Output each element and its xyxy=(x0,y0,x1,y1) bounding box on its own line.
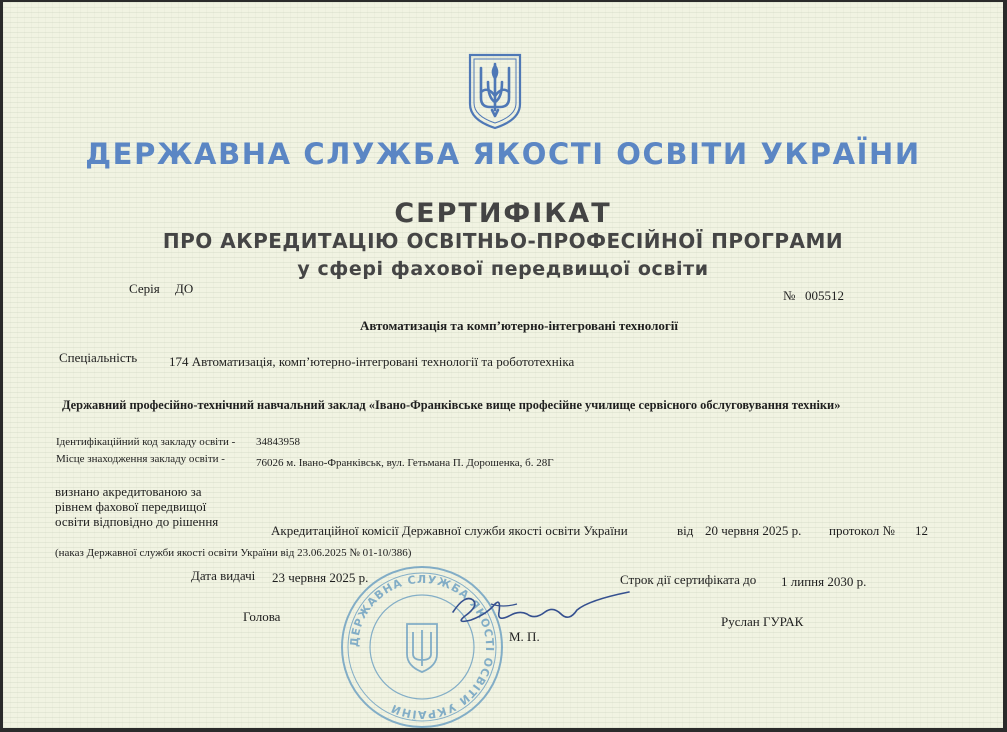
head-label: Голова xyxy=(243,609,281,624)
location-value: 76026 м. Івано-Франківськ, вул. Гетьмана П. Дорошенка, б. 28Г xyxy=(256,457,554,469)
certificate-subtitle-2: у сфері фахової передвищої освіти xyxy=(297,258,709,280)
specialty-value: 174 Автоматизація, комп’ютерно-інтегровані технології та робототехніка xyxy=(169,354,575,369)
certificate-sheet xyxy=(3,2,1003,728)
issue-date-value: 23 червня 2025 р. xyxy=(272,570,369,585)
location-label: Місце знаходження закладу освіти - xyxy=(56,453,225,465)
recognition-line-3: освіти відповідно до рішення xyxy=(55,514,219,529)
recognition-text xyxy=(55,484,218,529)
series-value: ДО xyxy=(175,281,194,296)
protocol-label: протокол № xyxy=(829,523,895,538)
id-code-value: 34843958 xyxy=(256,436,300,448)
validity-value: 1 липня 2030 р. xyxy=(781,574,867,589)
certificate-subtitle: ПРО АКРЕДИТАЦІЮ ОСВІТНЬО-ПРОФЕСІЙНОЇ ПРОГРАМИ xyxy=(162,229,844,253)
seal-place-mark: М. П. xyxy=(509,629,540,644)
decision-date: 20 червня 2025 р. xyxy=(705,523,802,538)
agency-name: ДЕРЖАВНА СЛУЖБА ЯКОСТІ ОСВІТИ УКРАЇНИ xyxy=(85,137,921,171)
commission-name: Акредитаційної комісії Державної служби якості освіти України xyxy=(271,523,628,538)
signature-icon xyxy=(443,586,633,636)
recognition-line-1: визнано акредитованою за xyxy=(55,484,202,499)
order-reference: (наказ Державної служби якості освіти України від 23.06.2025 № 01-10/386) xyxy=(55,547,412,559)
trident-emblem-icon xyxy=(466,52,524,130)
protocol-number: 12 xyxy=(915,523,928,538)
validity-label: Строк дії сертифіката до xyxy=(620,572,757,587)
institution-name: Державний професійно-технічний навчальний заклад «Івано-Франківське вище професійне училище сервісного обслуговування техніки» xyxy=(62,398,841,412)
specialty-label: Спеціальність xyxy=(59,350,138,365)
head-name: Руслан ГУРАК xyxy=(721,614,804,629)
recognition-line-2: рівнем фахової передвищої xyxy=(55,499,207,514)
certificate-title: СЕРТИФІКАТ xyxy=(394,198,612,229)
series-label: Серія xyxy=(129,281,160,296)
number-label: № xyxy=(783,288,796,303)
program-name: Автоматизація та комп’ютерно-інтегровані технології xyxy=(359,318,679,333)
issue-date-label: Дата видачі xyxy=(191,568,256,583)
number-value: 005512 xyxy=(805,288,844,303)
id-code-label: Ідентифікаційний код закладу освіти - xyxy=(56,436,236,448)
svg-text:ДЕРЖАВНА СЛУЖБА ЯКОСТІ ОСВІТИ: ДЕРЖАВНА СЛУЖБА ЯКОСТІ ОСВІТИ УКРАЇНИ xyxy=(347,572,497,722)
decision-date-prefix: від xyxy=(677,523,694,538)
